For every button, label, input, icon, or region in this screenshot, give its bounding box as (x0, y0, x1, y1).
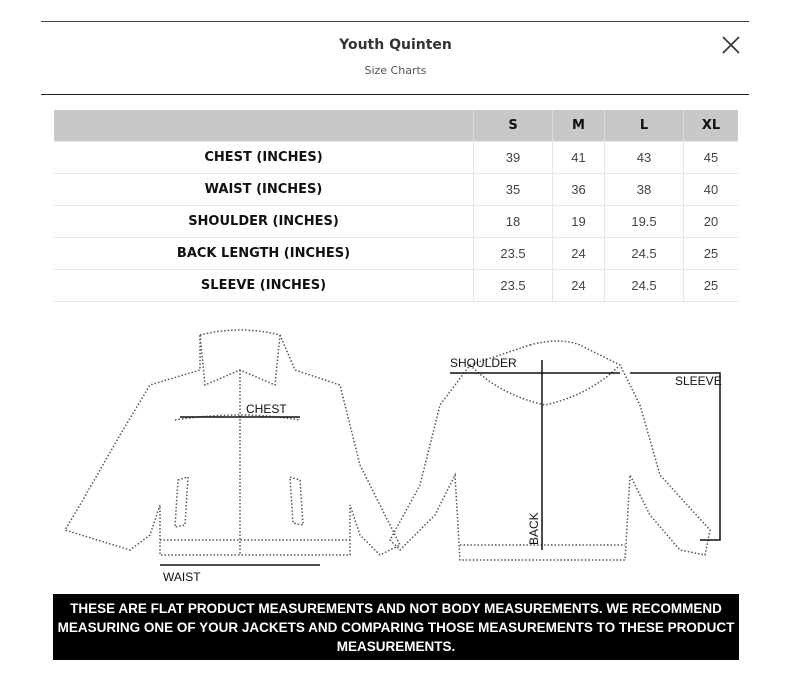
header-divider (41, 94, 749, 95)
back-label: BACK (527, 512, 541, 545)
size-value: 24 (553, 238, 605, 270)
row-label: CHEST (INCHES) (54, 142, 474, 174)
size-value: 23.5 (474, 270, 553, 302)
row-label: WAIST (INCHES) (54, 174, 474, 206)
measurement-lines (160, 360, 720, 565)
column-header (54, 110, 474, 142)
close-icon[interactable] (720, 34, 742, 56)
back-jacket-outline (390, 341, 710, 560)
table-row (54, 142, 738, 174)
size-value: 24.5 (605, 270, 684, 302)
size-value: 40 (684, 174, 739, 206)
size-chart-table (54, 110, 738, 302)
table-header-row (54, 110, 738, 142)
size-value: 24 (553, 270, 605, 302)
size-value: 41 (553, 142, 605, 174)
size-value: 45 (684, 142, 739, 174)
top-divider (41, 21, 749, 22)
shoulder-label: SHOULDER (450, 356, 517, 370)
size-value: 25 (684, 270, 739, 302)
size-value: 24.5 (605, 238, 684, 270)
sleeve-label: SLEEVE (675, 374, 722, 388)
size-value: 35 (474, 174, 553, 206)
table-row (54, 206, 738, 238)
size-value: 25 (684, 238, 739, 270)
size-value: 19 (553, 206, 605, 238)
jacket-measurement-illustration (60, 325, 740, 585)
waist-label: WAIST (163, 570, 201, 584)
column-header: L (605, 110, 684, 142)
size-value: 19.5 (605, 206, 684, 238)
size-value: 38 (605, 174, 684, 206)
table-row (54, 270, 738, 302)
row-label: SHOULDER (INCHES) (54, 206, 474, 238)
size-value: 36 (553, 174, 605, 206)
row-label: SLEEVE (INCHES) (54, 270, 474, 302)
chest-label: CHEST (246, 402, 287, 416)
front-jacket-outline (65, 330, 400, 555)
column-header: M (553, 110, 605, 142)
size-value: 23.5 (474, 238, 553, 270)
measurement-notice: THESE ARE FLAT PRODUCT MEASUREMENTS AND NOT BODY MEASUREMENTS. WE RECOMMEND MEASURING ONE OF YOUR JACKETS AND COMPARING THOSE MEASUREMENTS TO THESE PRODUCT MEASUREMENTS. (53, 594, 739, 660)
modal-subtitle: Size Charts (364, 64, 427, 77)
size-value: 20 (684, 206, 739, 238)
size-value: 18 (474, 206, 553, 238)
size-value: 39 (474, 142, 553, 174)
table-row (54, 174, 738, 206)
size-value: 43 (605, 142, 684, 174)
column-header: S (474, 110, 553, 142)
column-header: XL (684, 110, 739, 142)
table-row (54, 238, 738, 270)
modal-title: Youth Quinten (339, 37, 452, 53)
row-label: BACK LENGTH (INCHES) (54, 238, 474, 270)
